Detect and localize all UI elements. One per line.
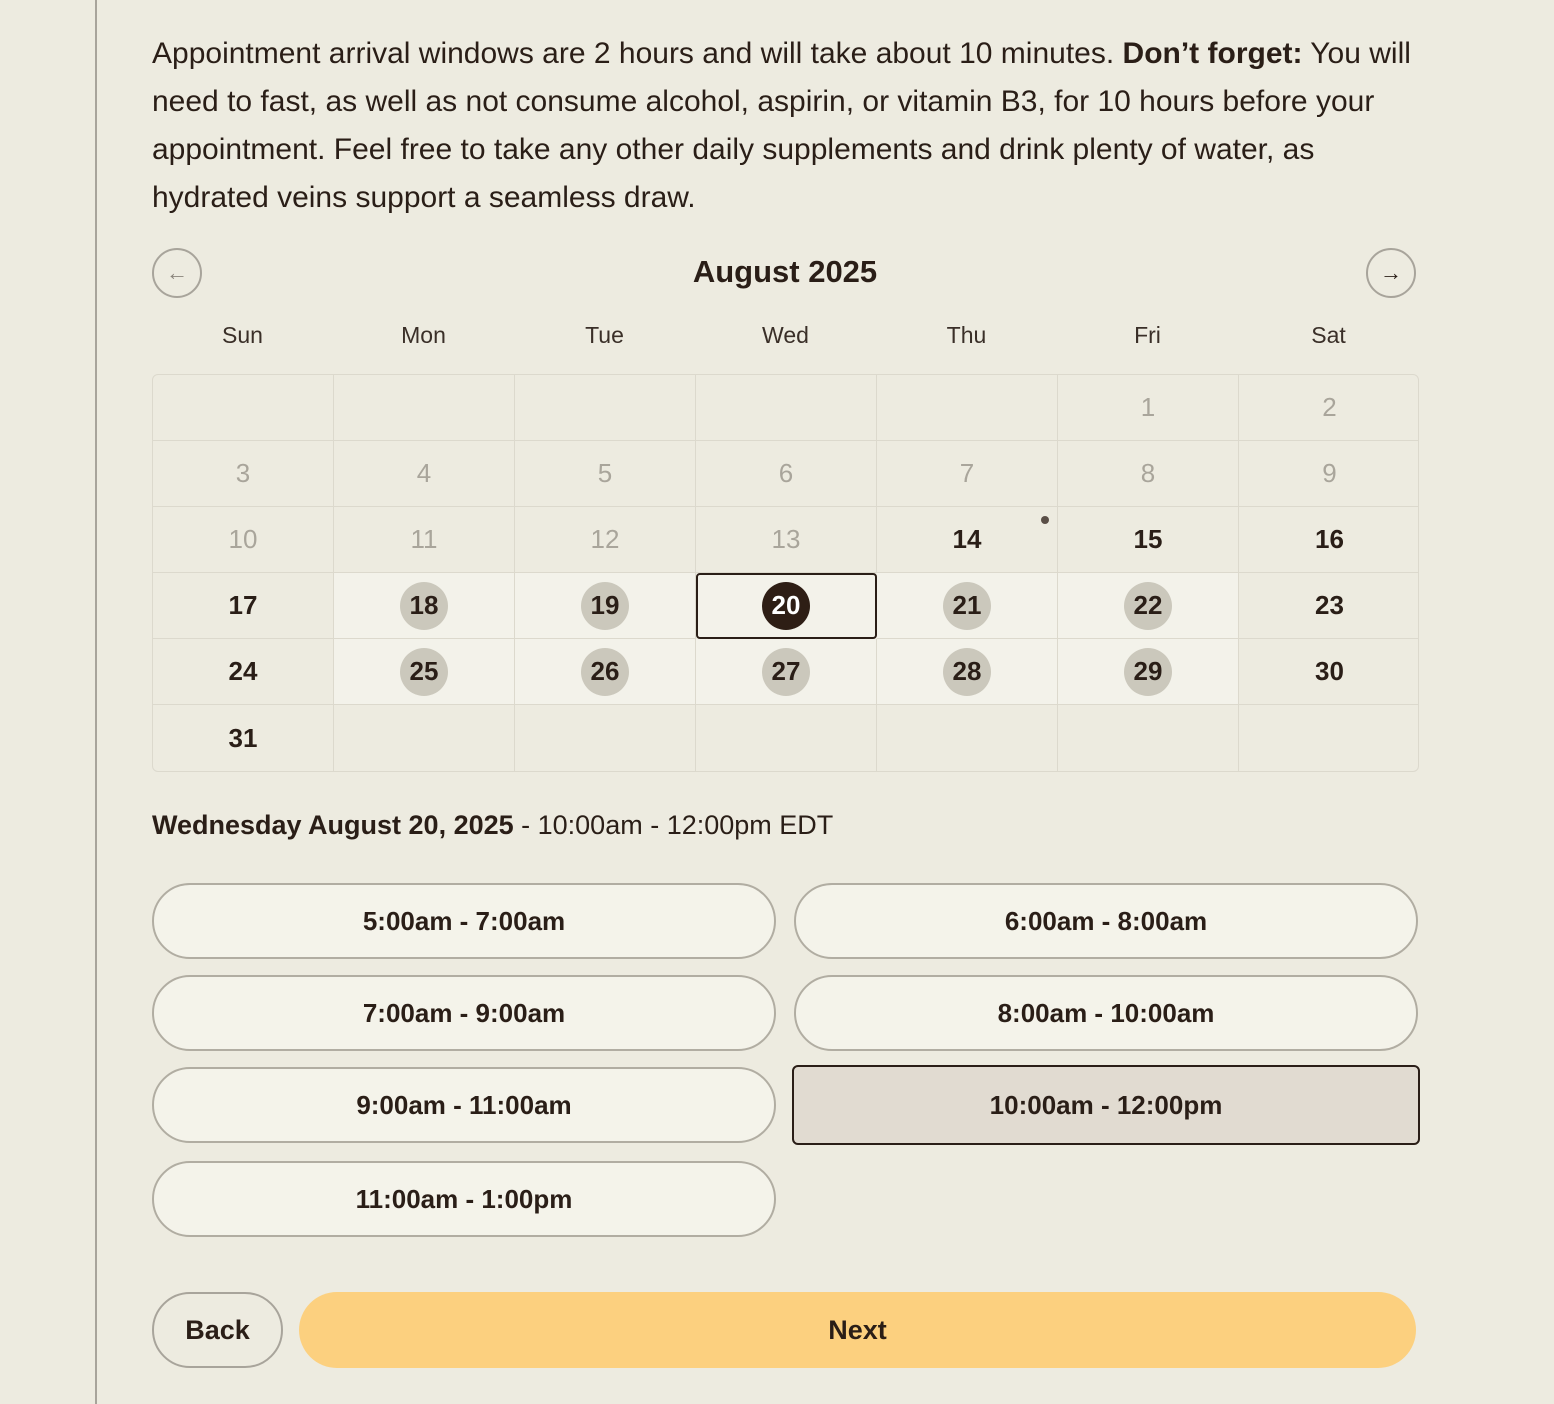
calendar-day-number: 27 <box>762 648 810 696</box>
calendar-day-number: 14 <box>952 524 982 554</box>
calendar-day-number: 28 <box>943 648 991 696</box>
scheduler-panel <box>152 30 1418 1237</box>
calendar-day-number: 22 <box>1124 582 1172 630</box>
calendar-day <box>1239 507 1419 573</box>
calendar-day <box>1058 507 1239 573</box>
calendar-empty-cell <box>877 375 1058 441</box>
instructions-text <box>152 30 1418 222</box>
arrow-right-icon: → <box>1380 260 1402 285</box>
calendar-day-number: 16 <box>1315 524 1344 554</box>
calendar-day-unavailable: 12 <box>515 507 696 573</box>
calendar-day-unavailable: 13 <box>696 507 877 573</box>
calendar-day-selected[interactable] <box>696 573 877 639</box>
time-slot-option[interactable]: 8:00am - 10:00am <box>794 975 1418 1051</box>
calendar-day-number: 24 <box>228 656 258 686</box>
left-divider <box>95 0 97 1404</box>
calendar-empty-cell <box>153 375 334 441</box>
time-slot-selected[interactable]: 10:00am - 12:00pm <box>792 1065 1420 1145</box>
calendar-day-number: 30 <box>1315 656 1344 686</box>
calendar-empty-cell <box>877 705 1058 771</box>
weekday-label: Mon <box>401 322 446 348</box>
calendar-day <box>153 573 334 639</box>
calendar-day-available[interactable] <box>515 639 696 705</box>
calendar-day-unavailable: 5 <box>515 441 696 507</box>
calendar-day <box>153 705 334 771</box>
calendar-day-number: 26 <box>581 648 629 696</box>
calendar-day-unavailable: 10 <box>153 507 334 573</box>
calendar-empty-cell <box>1058 705 1239 771</box>
calendar-day-available[interactable] <box>334 573 515 639</box>
weekday-label: Sun <box>222 322 263 348</box>
calendar-day <box>1239 573 1419 639</box>
selected-time: - 10:00am - 12:00pm EDT <box>513 810 834 840</box>
calendar-day-available[interactable] <box>877 639 1058 705</box>
calendar-empty-cell <box>515 375 696 441</box>
calendar-day-number: 20 <box>762 582 810 630</box>
weekday-label: Tue <box>585 322 624 348</box>
calendar-day-unavailable: 7 <box>877 441 1058 507</box>
calendar-empty-cell <box>334 705 515 771</box>
next-button[interactable]: Next <box>299 1292 1416 1368</box>
instructions-body-continued: You will need to fast, as well as not consume alcohol, aspirin, or vitamin B3, for 10 hours before your appointment. Feel free to take any other daily supplements and drink plenty of water, as hydrated veins support a seamless draw. <box>152 37 1411 214</box>
back-button[interactable]: Back <box>152 1292 283 1368</box>
calendar-day-available[interactable] <box>515 573 696 639</box>
calendar-day-unavailable: 6 <box>696 441 877 507</box>
form-footer <box>152 1292 1416 1368</box>
calendar-day-today <box>877 507 1058 573</box>
calendar-day-available[interactable] <box>1058 573 1239 639</box>
selected-appointment-summary <box>152 810 1418 841</box>
calendar-day <box>1239 639 1419 705</box>
month-title: August 2025 <box>692 254 878 289</box>
calendar-grid <box>152 374 1419 772</box>
time-slot-option[interactable]: 11:00am - 1:00pm <box>152 1161 776 1237</box>
calendar-day-number: 29 <box>1124 648 1172 696</box>
calendar-day-number: 23 <box>1315 590 1344 620</box>
time-slot-option[interactable]: 9:00am - 11:00am <box>152 1067 776 1143</box>
time-slot-option[interactable]: 6:00am - 8:00am <box>794 883 1418 959</box>
calendar-day-number: 18 <box>400 582 448 630</box>
calendar-empty-cell <box>334 375 515 441</box>
calendar-day-number: 19 <box>581 582 629 630</box>
calendar-header <box>152 248 1418 308</box>
weekday-label: Thu <box>946 322 987 348</box>
calendar-day-number: 17 <box>228 590 258 620</box>
calendar-day-unavailable: 3 <box>153 441 334 507</box>
calendar-day-unavailable: 9 <box>1239 441 1419 507</box>
calendar-day-available[interactable] <box>1058 639 1239 705</box>
instructions-emphasis: Don’t forget: <box>1122 37 1303 70</box>
weekday-label: Wed <box>762 322 809 348</box>
calendar-day-unavailable: 11 <box>334 507 515 573</box>
calendar-day <box>153 639 334 705</box>
arrow-left-icon: ← <box>166 260 188 285</box>
calendar-empty-cell <box>1239 705 1419 771</box>
today-indicator-dot <box>1041 516 1049 524</box>
selected-date: Wednesday August 20, 2025 <box>152 810 514 840</box>
time-slot-list <box>152 883 1418 1237</box>
time-slot-option[interactable]: 7:00am - 9:00am <box>152 975 776 1051</box>
calendar-empty-cell <box>696 705 877 771</box>
calendar-day-unavailable: 4 <box>334 441 515 507</box>
calendar-day-available[interactable] <box>877 573 1058 639</box>
next-month-button[interactable] <box>1366 248 1416 298</box>
calendar-day-available[interactable] <box>334 639 515 705</box>
weekday-label: Sat <box>1311 322 1346 348</box>
calendar-day-number: 31 <box>228 722 258 753</box>
calendar-day-number: 15 <box>1133 524 1163 554</box>
calendar-day-number: 21 <box>943 582 991 630</box>
calendar-day-number: 25 <box>400 648 448 696</box>
time-slot-option[interactable]: 5:00am - 7:00am <box>152 883 776 959</box>
calendar-empty-cell <box>696 375 877 441</box>
weekday-label: Fri <box>1134 322 1161 348</box>
calendar-day-unavailable: 1 <box>1058 375 1239 441</box>
instructions-body: Appointment arrival windows are 2 hours and will take about 10 minutes. <box>152 37 1123 70</box>
calendar-empty-cell <box>515 705 696 771</box>
calendar-day-available[interactable] <box>696 639 877 705</box>
weekday-header-row <box>152 322 1418 362</box>
calendar-day-unavailable: 8 <box>1058 441 1239 507</box>
calendar-day-unavailable: 2 <box>1239 375 1419 441</box>
